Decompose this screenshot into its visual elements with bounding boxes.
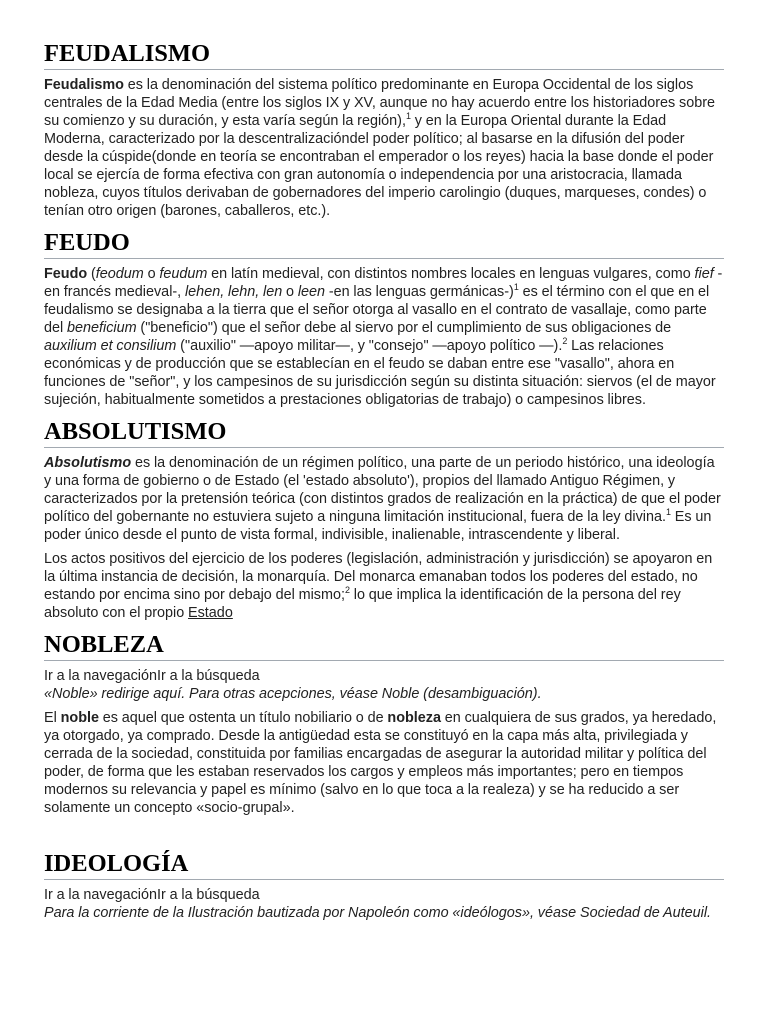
hatnote-redirect: Para la corriente de la Ilustración bautizada por Napoleón como «ideólogos», véase Sociedad de Auteuil. bbox=[44, 905, 712, 921]
section-title: IDEOLOGÍA bbox=[44, 850, 724, 880]
footnote-ref[interactable]: 2 bbox=[344, 585, 350, 596]
footnote-ref[interactable]: 2 bbox=[562, 336, 568, 347]
paragraph: Los actos positivos del ejercicio de los poderes (legislación, administración y jurisdicción) se apoyaron en la última instancia de decisión, la monarquía. Del monarca emanaban todos los poderes del estado, no estando por encima sino por debajo del mismo;$^2$ lo que implica la identificación de la persona del rey absoluto con el propio Estado bbox=[44, 551, 713, 621]
section-absolutismo bbox=[44, 418, 724, 622]
paragraph: Feudalismo es la denominación del sistema político predominante en Europa Occidental de los siglos centrales de la Edad Media (entre los siglos IX y XV, aunque no hay acuerdo entre los historiadores sobre su comienzo y su duración, y esta varía según la región),$^1$ y en la Europa Oriental durante la Edad Moderna, caracterizado por la descentralizacióndel poder político; al basarse en la difusión del poder desde la cúspide(donde en teoría se encontraban el emperador o los reyes) hacia la base donde el poder local se ejercía de forma efectiva con gran autonomía o independencia por una aristocracia, llamada nobleza, cuyos títulos derivaban de gobernadores del imperio carolingio (duques, marqueses, condes) o tenían otro origen (barones, caballeros, etc.). bbox=[44, 77, 716, 219]
section-title: FEUDO bbox=[44, 229, 724, 259]
section-feudalismo bbox=[44, 40, 724, 220]
paragraph: Absolutismo es la denominación de un régimen político, una parte de un periodo histórico, una ideología y una forma de gobierno o de Estado (el 'estado absoluto'), propios del llamado Antiguo Régimen, y caracterizados por la pretensión teórica (con distintos grados de realización en la práctica) de que el poder político del gobernante no estuviera sujeto a ninguna limitación institucional, fuera de la ley divina.$^1$ Es un poder único desde el punto de vista formal, indivisible, inalienable, intrascendente y liberal. bbox=[44, 455, 721, 543]
footnote-ref[interactable]: 1 bbox=[513, 282, 519, 293]
section-ideologia bbox=[44, 850, 724, 922]
section-feudo bbox=[44, 229, 724, 409]
estado-link[interactable]: Estado bbox=[188, 605, 233, 621]
section-title: NOBLEZA bbox=[44, 631, 724, 661]
footnote-ref[interactable]: 1 bbox=[405, 111, 411, 122]
section-nobleza bbox=[44, 631, 724, 817]
section-title: ABSOLUTISMO bbox=[44, 418, 724, 448]
section-title: FEUDALISMO bbox=[44, 40, 724, 70]
footnote-ref[interactable]: 1 bbox=[665, 507, 671, 518]
hatnote-navigation: Ir a la navegaciónIr a la búsqueda bbox=[44, 887, 260, 903]
hatnote-redirect: «Noble» redirige aquí. Para otras acepciones, véase Noble (desambiguación). bbox=[44, 686, 542, 702]
section-gap bbox=[44, 826, 724, 850]
paragraph: El noble es aquel que ostenta un título nobiliario o de nobleza en cualquiera de sus grados, ya heredado, ya otorgado, ya comprado. Desde la antigüedad esta se constituyó en la capa más alta, privilegiada y cerrada de la sociedad, constituida por familias encargadas de asegurar la autoridad militar y política del poder, de forma que les estaban reservados los cargos y empleos más importantes; pero en tiempos modernos su relevancia y papel es mínimo (salvo en lo que toca a la realeza) y se ha reducido a ser solamente un concepto «socio-grupal». bbox=[44, 710, 717, 816]
paragraph: Feudo (feodum o feudum en latín medieval, con distintos nombres locales en lenguas vulgares, como fief -en francés medieval-, lehen, lehn, len o leen -en las lenguas germánicas-)$^1$ es el término con el que en el feudalismo se designaba a la tierra que el señor otorga al vasallo en el contrato de vasallaje, como parte del beneficium ("beneficio") que el señor debe al siervo por el cumplimiento de sus obligaciones de auxilium et consilium ("auxilio" —apoyo militar—, y "consejo" —apoyo político —).$^2$ Las relaciones económicas y de producción que se establecían en el feudo se daban entre ese "vasallo", ahora en funciones de "señor", y los campesinos de su jurisdicción según su distinta situación: siervos (el de mayor sujeción, habitualmente sometidos a prestaciones obligatorias de trabajo) o campesinos libres. bbox=[44, 266, 723, 408]
hatnote-navigation: Ir a la navegaciónIr a la búsqueda bbox=[44, 668, 260, 684]
